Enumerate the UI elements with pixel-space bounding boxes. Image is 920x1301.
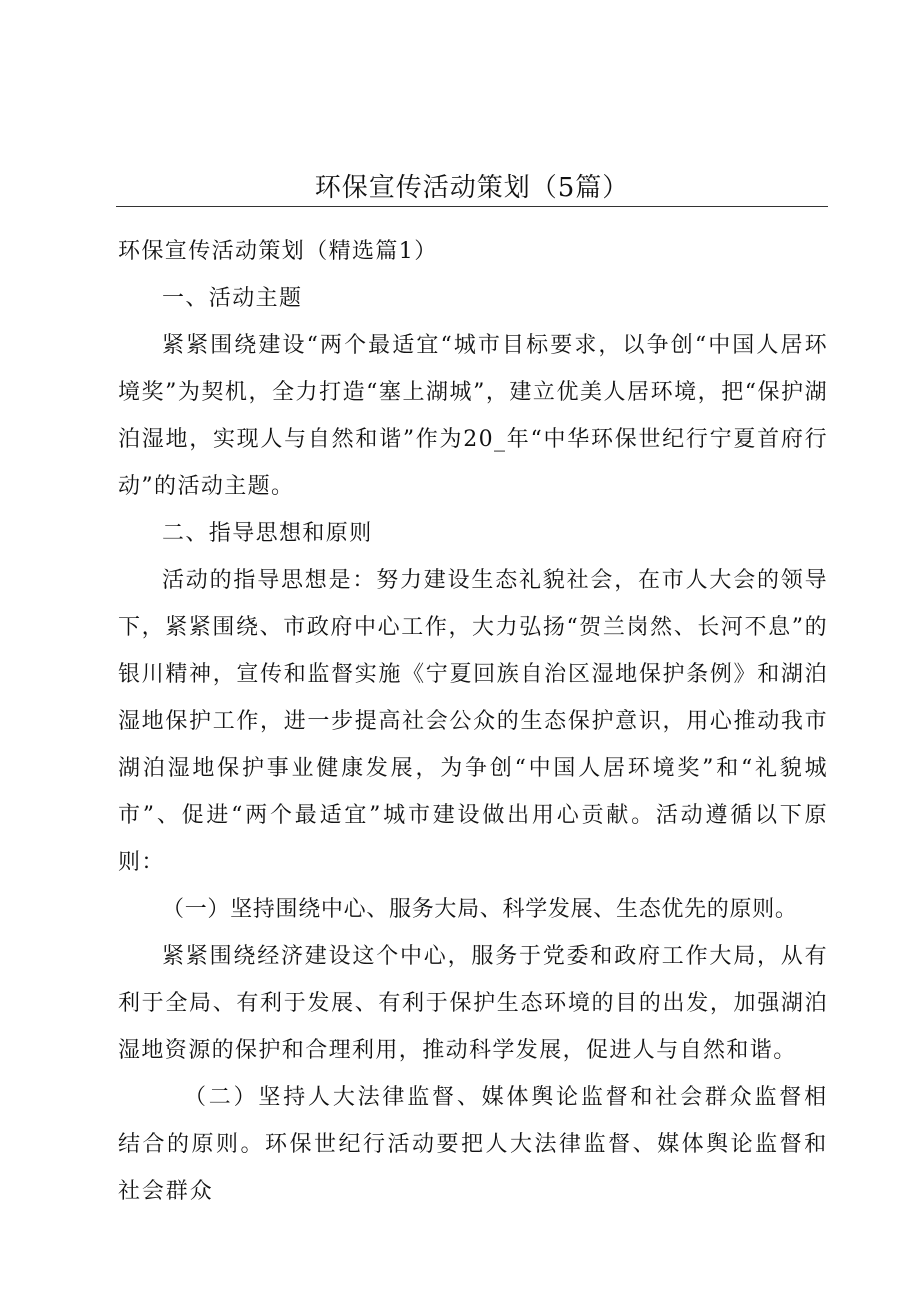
paragraph-principle-1: 紧紧围绕经济建设这个中心，服务于党委和政府工作大局，从有利于全局、有利于发展、有利于保护生态环境的目的出发，加强湖泊湿地资源的保护和合理利用，推动科学发展，促进人与自然和谐。	[118, 944, 828, 1063]
principle-1-heading: （一）坚持围绕中心、服务大局、科学发展、生态优先的原则。	[162, 897, 798, 922]
paragraph-guiding-thought: 活动的指导思想是：努力建设生态礼貌社会，在市人大会的领导下，紧紧围绕、市政府中心工作，大力弘扬“贺兰岗然、长河不息”的银川精神，宣传和监督实施《宁夏回族自治区湿地保护条例》和湖泊湿地保护工作，进一步提高社会公众的生态保护意识，用心推动我市湖泊湿地保护事业健康发展，为争创“中国人居环境奖”和“礼貌城市”、促进“两个最适宜”城市建设做出用心贡献。活动遵循以下原则：	[118, 568, 828, 875]
document-body	[118, 228, 828, 1215]
paragraph-theme: 紧紧围绕建设“两个最适宜“城市目标要求，以争创“中国人居环境奖”为契机，全力打造“塞上湖城”，建立优美人居环境，把“保护湖泊湿地，实现人与自然和谐”作为20_年“中华环保世纪行宁夏首府行动”的活动主题。	[118, 333, 828, 499]
section-heading-1: 环保宣传活动策划（精选篇1）	[118, 239, 438, 264]
document-title: 环保宣传活动策划（5篇）	[314, 173, 630, 203]
subheading-guiding-principles: 二、指导思想和原则	[162, 521, 373, 546]
title-underline	[116, 206, 828, 207]
paragraph-principle-2: （二）坚持人大法律监督、媒体舆论监督和社会群众监督相结合的原则。环保世纪行活动要把人大法律监督、媒体舆论监督和社会群众	[118, 1085, 828, 1204]
subheading-activity-theme: 一、活动主题	[162, 286, 303, 311]
